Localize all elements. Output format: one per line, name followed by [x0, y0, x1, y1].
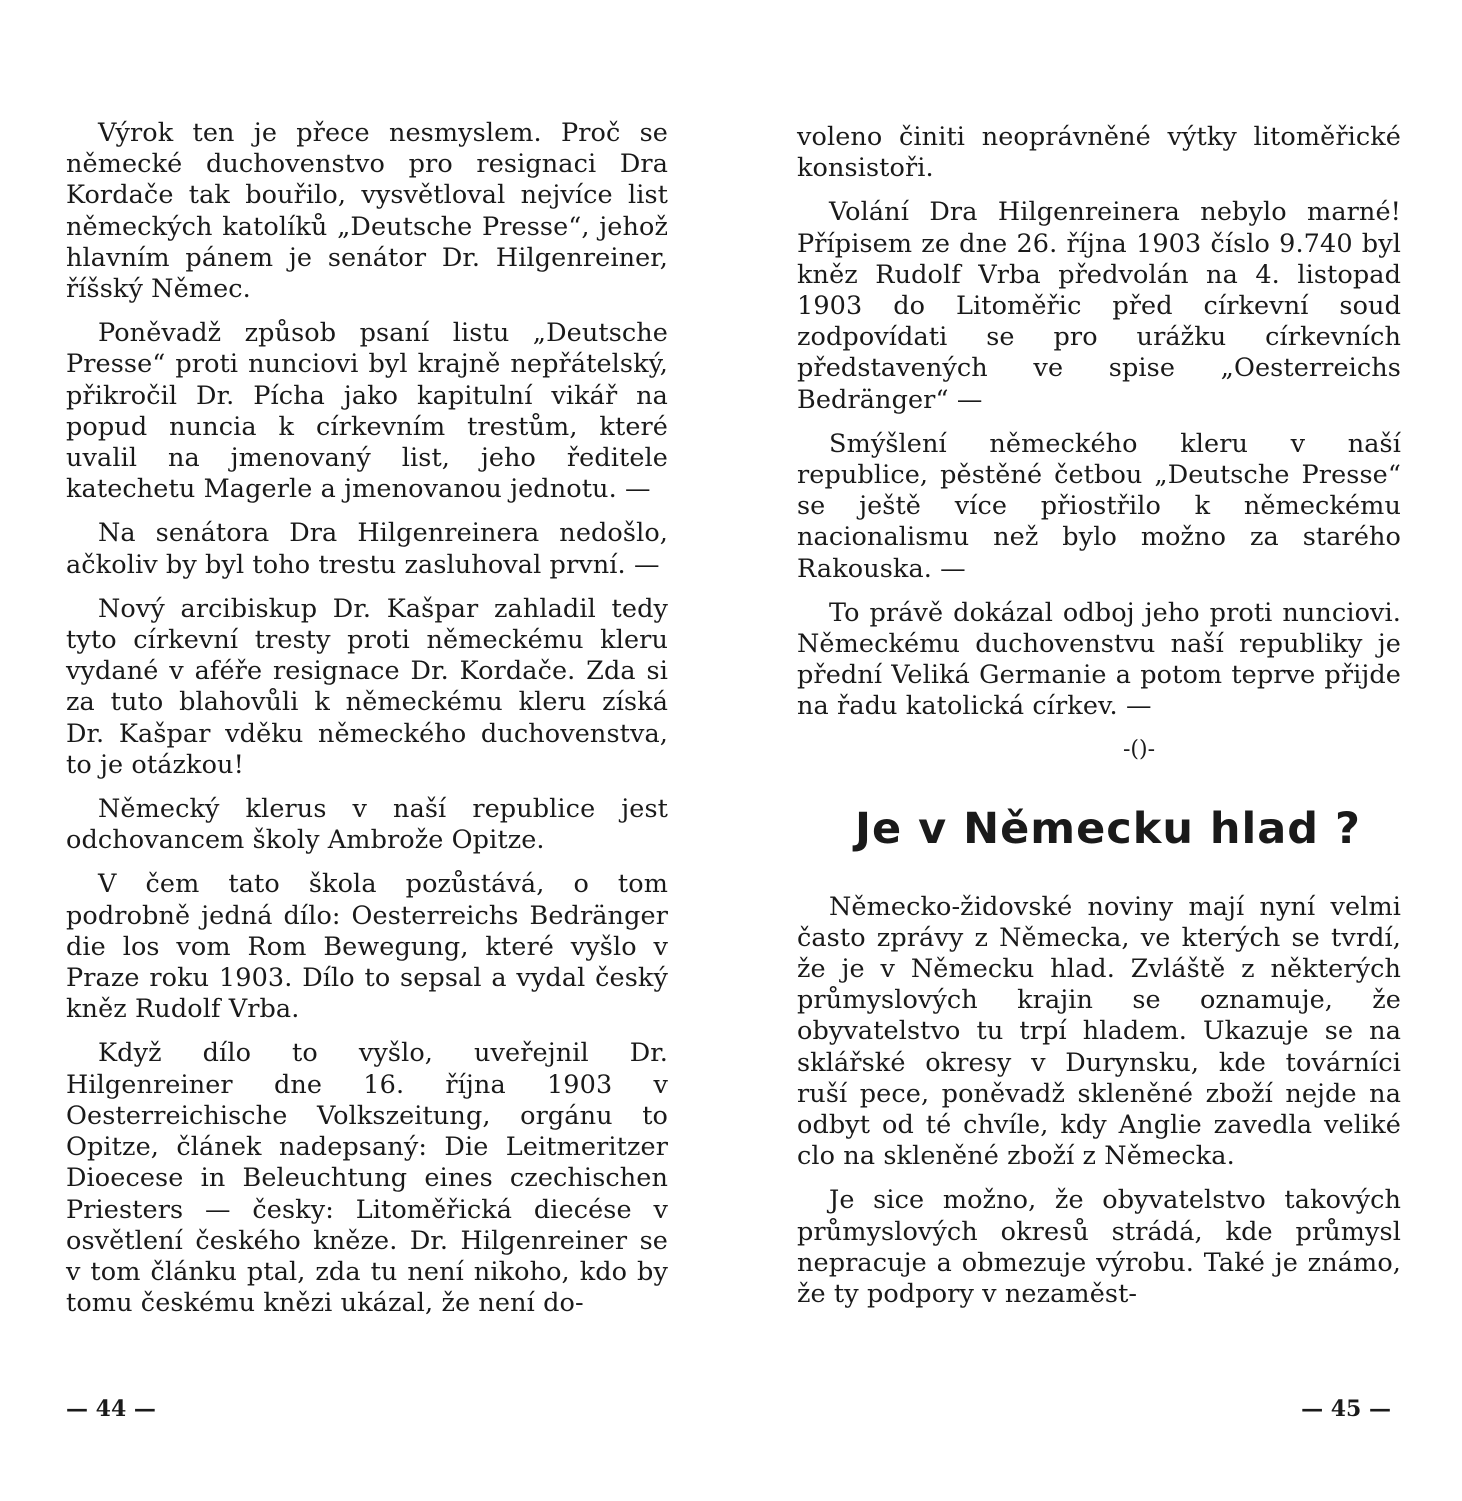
paragraph: Volání Dra Hilgenreinera nebylo marné! Přípisem ze dne 26. října 1903 číslo 9.740 byl kněz Rudolf Vrba předvolán na 4. listopad 1903 do Litoměřic před církevní soud zodpovídati se pro urážku církevních představených ve spise „Oesterreichs Bedränger“ — [797, 197, 1401, 415]
paragraph: Německý klerus v naší republice jest odchovancem školy Ambrože Opitze. [66, 794, 668, 856]
page-number-right: — 45 — [1301, 1396, 1391, 1422]
article-paragraph: Je sice možno, že obyvatelstvo takových průmyslových okresů strádá, kde průmysl nepracuje a obmezuje výrobu. Také je známo, že ty podpory v nezaměst- [797, 1185, 1401, 1310]
right-page [797, 0, 1401, 1501]
article-title: Je v Německu hlad ? [855, 803, 1361, 854]
paragraph: To právě dokázal odboj jeho proti nunciovi. Německému duchovenstvu naší republiky je přední Veliká Germanie a potom teprve přijde na řadu katolická církev. — [797, 597, 1401, 722]
paragraph: Smýšlení německého kleru v naší republice, pěstěné četbou „Deutsche Presse“ se ještě více přiostřilo k německému nacionalismu než bylo možno za starého Rakouska. — [797, 428, 1401, 584]
left-page [66, 0, 668, 1501]
article-paragraph: Německo-židovské noviny mají nyní velmi často zprávy z Německa, ve kterých se tvrdí, že je v Německu hlad. Zvláště z některých průmyslových krajin se oznamuje, že obyvatelstvo tu trpí hladem. Ukazuje se na sklářské okresy v Durynsku, kde továrníci ruší pece, poněvadž skleněné zboží nejde na odbyt od té chvíle, kdy Anglie zavedla veliké clo na skleněné zboží z Německa. [797, 891, 1401, 1172]
left-text-column [66, 118, 668, 1332]
continued-paragraph: voleno činiti neoprávněné výtky litoměřické konsistoři. [797, 122, 1401, 184]
paragraph: Poněvadž způsob psaní listu „Deutsche Presse“ proti nunciovi byl krajně nepřátelský, přikročil Dr. Pícha jako kapitulní vikář na popud nuncia k církevním trestům, které uvalil na jmenovaný list, jeho ředitele katechetu Magerle a jmenovanou jednotu. — [66, 318, 668, 505]
paragraph: Výrok ten je přece nesmyslem. Proč se německé duchovenstvo pro resignaci Dra Kordače tak bouřilo, vysvětloval nejvíce list německých katolíků „Deutsche Presse“, jehož hlavním pánem je senátor Dr. Hilgenreiner, říšský Němec. [66, 118, 668, 305]
paragraph: V čem tato škola pozůstává, o tom podrobně jedná dílo: Oesterreichs Bedränger die los vom Rom Bewegung, které vyšlo v Praze roku 1903. Dílo to sepsal a vydal český kněz Rudolf Vrba. [66, 869, 668, 1025]
section-separator: -()- [1122, 736, 1156, 762]
paragraph: Nový arcibiskup Dr. Kašpar zahladil tedy tyto církevní tresty proti německému kleru vydané v aféře resignace Dr. Kordače. Zda si za tuto blahovůli k německému kleru získá Dr. Kašpar vděku německého duchovenstva, to je otázkou! [66, 593, 668, 780]
paragraph: Na senátora Dra Hilgenreinera nedošlo, ačkoliv by byl toho trestu zasluhoval první. — [66, 518, 668, 580]
paragraph: Když dílo to vyšlo, uveřejnil Dr. Hilgenreiner dne 16. října 1903 v Oesterreichische Volkszeitung, orgánu to Opitze, článek nadepsaný: Die Leitmeritzer Dioecese in Beleuchtung eines czechischen Priesters — česky: Litoměřická diecése v osvětlení českého kněze. Dr. Hilgenreiner se v tom článku ptal, zda tu není nikoho, kdo by tomu českému knězi ukázal, že není do- [66, 1038, 668, 1319]
right-text-column [797, 122, 1401, 1323]
page-number-left: — 44 — [66, 1396, 156, 1422]
